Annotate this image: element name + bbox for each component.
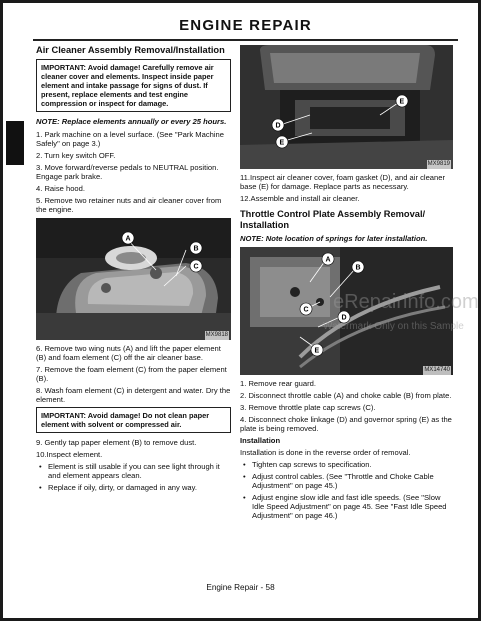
throttle-plate-photo-graphic bbox=[240, 247, 453, 375]
callout-a: A bbox=[125, 235, 131, 243]
callout-c: C bbox=[303, 306, 309, 314]
note-replace-elements: NOTE: Replace elements annually or every 25 hours. bbox=[36, 117, 227, 126]
air-cleaner-base-photo bbox=[240, 45, 453, 169]
step: 3. Move forward/reverse pedals to NEUTRAL position. Engage park brake. bbox=[36, 163, 219, 181]
step: 11.Inspect air cleaner cover, foam gasket (D), and air cleaner base (E) for damage. Replace parts as necessary. bbox=[240, 173, 445, 191]
callout-e2: E bbox=[399, 98, 405, 106]
step: 1. Remove rear guard. bbox=[240, 379, 316, 388]
watermark-site: eRepairinfo.com bbox=[333, 291, 479, 313]
photo-id: MX9819 bbox=[427, 161, 450, 167]
callout-b: B bbox=[193, 245, 199, 253]
bullet-item: • Tighten cap screws to specification. bbox=[240, 460, 453, 469]
right-column bbox=[240, 45, 453, 523]
step: 9. Gently tap paper element (B) to remove dust. bbox=[36, 438, 197, 447]
step: 4. Raise hood. bbox=[36, 184, 85, 193]
page-title: ENGINE REPAIR bbox=[179, 17, 312, 34]
air-cleaner-photo bbox=[36, 218, 231, 340]
important-box-2: IMPORTANT: Avoid damage! Do not clean paper element with solvent or compressed air. bbox=[36, 407, 231, 433]
air-cleaner-section-title: Air Cleaner Assembly Removal/Installation bbox=[36, 45, 225, 55]
air-cleaner-base-photo-graphic bbox=[240, 45, 453, 169]
step: 3. Remove throttle plate cap screws (C). bbox=[240, 403, 376, 412]
callout-d: D bbox=[275, 122, 281, 130]
bullet-item: • Replace if oily, dirty, or damaged in any way. bbox=[36, 483, 231, 492]
important-box-1: IMPORTANT: Avoid damage! Carefully remove air cleaner cover and elements. Inspect inside paper element and intake passage for signs of dust. If present, replace elements and test engine compression or inspect for damage. bbox=[36, 59, 231, 112]
step: 12.Assemble and install air cleaner. bbox=[240, 194, 360, 203]
callout-a: A bbox=[325, 256, 331, 264]
step: 8. Wash foam element (C) in detergent and water. Dry the element. bbox=[36, 386, 231, 404]
step: 2. Disconnect throttle cable (A) and choke cable (B) from plate. bbox=[240, 391, 452, 400]
watermark-sample: Watermark Only on this Sample bbox=[323, 321, 464, 332]
photo-id: MX14740 bbox=[424, 367, 450, 373]
throttle-plate-photo bbox=[240, 247, 453, 375]
page-footer: Engine Repair - 58 bbox=[206, 583, 275, 592]
bullet-item: • Adjust control cables. (See "Throttle and Choke Cable Adjustment" on page 45.) bbox=[240, 472, 453, 490]
callout-b: B bbox=[355, 264, 361, 272]
section-tab-marker bbox=[6, 121, 24, 165]
throttle-section-title: Throttle Control Plate Assembly Removal/ Installation bbox=[240, 209, 426, 230]
photo-id: MX9818 bbox=[205, 332, 228, 338]
callout-c: C bbox=[193, 263, 199, 271]
callout-e: E bbox=[279, 139, 285, 147]
step: 4. Disconnect choke linkage (D) and governor spring (E) as the plate is being removed. bbox=[240, 415, 452, 433]
step: 2. Turn key switch OFF. bbox=[36, 151, 116, 160]
callout-e: E bbox=[314, 347, 320, 355]
installation-heading: Installation bbox=[240, 436, 281, 445]
note-springs: NOTE: Note location of springs for later installation. bbox=[240, 234, 428, 243]
step: 7. Remove the foam element (C) from the paper element (B). bbox=[36, 365, 227, 383]
bullet-item: • Adjust engine slow idle and fast idle speeds. (See "Slow Idle Speed Adjustment" on page 45. See "Fast Idle Speed Adjustment" on page 46.) bbox=[240, 493, 453, 520]
callout-d: D bbox=[341, 314, 347, 322]
bullet-item: • Element is still usable if you can see light through it and element appears clean. bbox=[36, 462, 231, 480]
step: 6. Remove two wing nuts (A) and lift the paper element (B) and foam element (C) off the air cleaner base. bbox=[36, 344, 221, 362]
step: 10.Inspect element. bbox=[36, 450, 103, 459]
step: 1. Park machine on a level surface. (See "Park Machine Safely" on page 3.) bbox=[36, 130, 224, 148]
installation-text: Installation is done in the reverse order of removal. bbox=[240, 448, 411, 457]
step: 5. Remove two retainer nuts and air cleaner cover from the engine. bbox=[36, 196, 222, 214]
page-header bbox=[33, 17, 458, 41]
left-column bbox=[36, 45, 231, 495]
air-cleaner-photo-graphic bbox=[36, 218, 231, 340]
